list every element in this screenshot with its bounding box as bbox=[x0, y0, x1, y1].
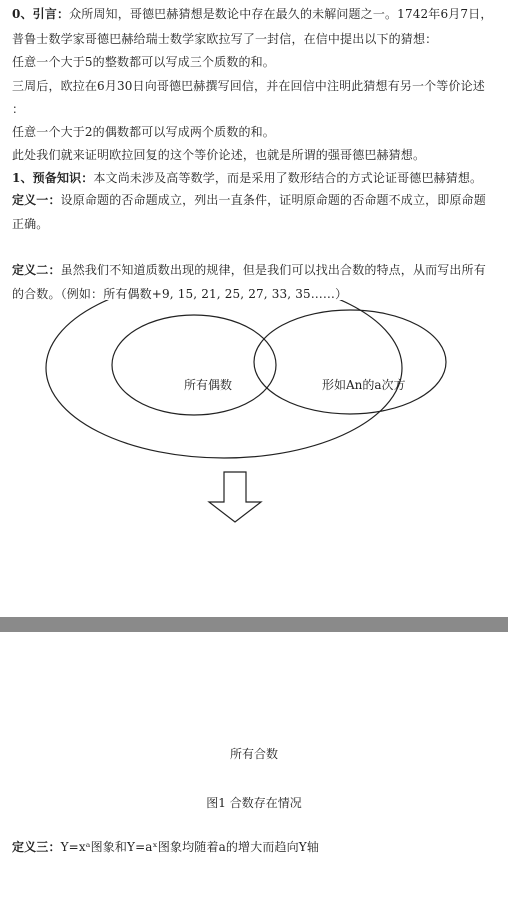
prelim-text: 本文尚未涉及高等数学，而是采用了数形结合的方式论证哥德巴赫猜想。 bbox=[93, 171, 483, 185]
intro-line-1 bbox=[12, 6, 492, 22]
label-composite: 所有合数 bbox=[229, 747, 278, 761]
definition-1 bbox=[12, 192, 486, 208]
definition-2 bbox=[12, 262, 486, 278]
even-ellipse bbox=[112, 315, 276, 415]
prelim-paragraph bbox=[12, 170, 482, 186]
definition-3-text: Y=xᵃ图象和Y=aˣ图象均随着a的增大而趋向Y轴 bbox=[60, 840, 320, 854]
page-separator bbox=[0, 617, 508, 632]
venn-diagram bbox=[0, 300, 508, 530]
power-ellipse bbox=[254, 310, 446, 414]
definition-2-text: 虽然我们不知道质数出现的规律，但是我们可以找出合数的特点，从而写出所有 bbox=[60, 263, 486, 277]
intro-line-3: 任意一个大于5的整数都可以写成三个质数的和。 bbox=[12, 55, 275, 69]
label-power: 形如An的a次方 bbox=[322, 378, 406, 392]
prelim-heading: 1、预备知识： bbox=[12, 171, 94, 185]
label-even: 所有偶数 bbox=[184, 378, 233, 392]
intro-heading: 0、引言： bbox=[12, 7, 70, 21]
definition-1-heading: 定义一： bbox=[12, 193, 61, 207]
down-arrow-icon bbox=[209, 472, 261, 522]
intro-line-4: 三周后，欧拉在6月30日向哥德巴赫撰写回信，并在回信中注明此猜想有另一个等价论述 bbox=[12, 79, 485, 93]
intro-line-2: 普鲁士数学家哥德巴赫给瑞士数学家欧拉写了一封信，在信中提出以下的猜想： bbox=[12, 32, 438, 46]
definition-3-heading: 定义三： bbox=[12, 840, 61, 854]
intro-line-5: ： bbox=[12, 102, 25, 116]
intro-line-7: 此处我们就来证明欧拉回复的这个等价论述，也就是所谓的强哥德巴赫猜想。 bbox=[12, 148, 426, 162]
definition-1-text: 设原命题的否命题成立，列出一直条件，证明原命题的否命题不成立，即原命题 bbox=[60, 193, 486, 207]
definition-3 bbox=[12, 839, 319, 855]
figure-caption: 图1 合数存在情况 bbox=[206, 796, 302, 810]
definition-1-continued: 正确。 bbox=[12, 217, 49, 231]
definition-2-continued: 的合数。（例如：所有偶数+9, 15, 21, 25, 27, 33, 35……） bbox=[12, 287, 348, 301]
intro-line-6: 任意一个大于2的偶数都可以写成两个质数的和。 bbox=[12, 125, 275, 139]
intro-text: 众所周知，哥德巴赫猜想是数论中存在最久的未解问题之一。1742年6月7日， bbox=[69, 7, 493, 21]
definition-2-heading: 定义二： bbox=[12, 263, 61, 277]
document-page-2 bbox=[0, 632, 508, 900]
